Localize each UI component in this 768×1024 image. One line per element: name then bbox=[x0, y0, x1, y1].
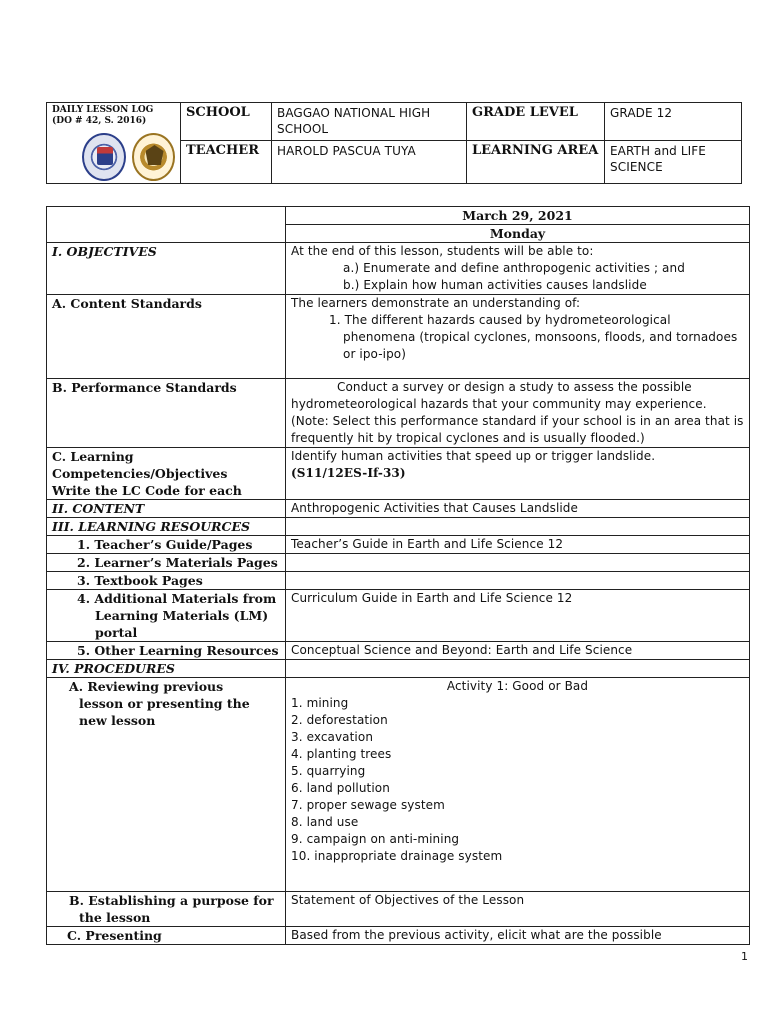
competencies-code: (S11/12ES-If-33) bbox=[291, 466, 406, 480]
purpose-text: Statement of Objectives of the Lesson bbox=[286, 892, 750, 927]
performance-standards-label: B. Performance Standards bbox=[47, 379, 286, 448]
activity-item: 5. quarrying bbox=[291, 764, 366, 778]
activity-item: 10. inappropriate drainage system bbox=[291, 849, 503, 863]
school-value: BAGGAO NATIONAL HIGH SCHOOL bbox=[272, 103, 467, 141]
other-resources-text: Conceptual Science and Beyond: Earth and Life Science bbox=[286, 642, 750, 660]
purpose-row bbox=[47, 892, 750, 927]
other-resources-label: 5. Other Learning Resources bbox=[47, 642, 286, 660]
textbook-row bbox=[47, 572, 750, 590]
activity-item: 8. land use bbox=[291, 815, 359, 829]
objectives-label: I. OBJECTIVES bbox=[47, 243, 286, 295]
purpose-label: B. Establishing a purpose for the lesson bbox=[69, 893, 274, 925]
teacher-label: TEACHER bbox=[181, 140, 272, 183]
learning-area-value: EARTH and LIFE SCIENCE bbox=[605, 140, 742, 183]
presenting-text: Based from the previous activity, elicit what are the possible bbox=[286, 927, 750, 945]
procedures-row bbox=[47, 660, 750, 678]
competencies-row bbox=[47, 448, 750, 500]
presenting-label: C. Presenting bbox=[47, 927, 286, 945]
objective-b: b.) Explain how human activities causes landslide bbox=[343, 278, 647, 292]
teacher-value: HAROLD PASCUA TUYA bbox=[272, 140, 467, 183]
other-resources-row bbox=[47, 642, 750, 660]
content-standards-row bbox=[47, 295, 750, 379]
content-text: Anthropogenic Activities that Causes Landslide bbox=[286, 500, 750, 518]
competencies-label-1: C. Learning bbox=[52, 449, 134, 464]
activity-item: 6. land pollution bbox=[291, 781, 390, 795]
learning-area-label: LEARNING AREA bbox=[467, 140, 605, 183]
competencies-text: Identify human activities that speed up or trigger landslide. bbox=[291, 449, 656, 463]
logos bbox=[82, 133, 175, 181]
additional-materials-label: 4. Additional Materials from Learning Materials (LM) portal bbox=[77, 591, 277, 640]
lesson-day: Monday bbox=[286, 225, 750, 243]
activity-item: 9. campaign on anti-mining bbox=[291, 832, 460, 846]
dll-reference: (DO # 42, S. 2016) bbox=[52, 116, 147, 126]
objectives-row bbox=[47, 243, 750, 295]
procedures-label: IV. PROCEDURES bbox=[47, 660, 286, 678]
teachers-guide-row bbox=[47, 536, 750, 554]
activity-item: 2. deforestation bbox=[291, 713, 388, 727]
dll-title: DAILY LESSON LOG bbox=[52, 105, 154, 115]
deped-seal-icon bbox=[82, 133, 126, 181]
competencies-label-3: Write the LC Code for each bbox=[52, 483, 242, 498]
additional-materials-text: Curriculum Guide in Earth and Life Science 12 bbox=[286, 590, 750, 642]
reviewing-row bbox=[47, 678, 750, 892]
page-number: 1 bbox=[741, 950, 748, 963]
learners-materials-row bbox=[47, 554, 750, 572]
learners-materials-label: 2. Learner’s Materials Pages bbox=[47, 554, 286, 572]
content-standards-item: 1. The different hazards caused by hydrometeorological phenomena (tropical cyclones, monsoons, floods, and tornadoes or ipo-ipo) bbox=[329, 313, 738, 361]
activity-item: 3. excavation bbox=[291, 730, 374, 744]
presenting-row bbox=[47, 927, 750, 945]
additional-materials-row bbox=[47, 590, 750, 642]
objective-a: a.) Enumerate and define anthropogenic activities ; and bbox=[343, 261, 685, 275]
content-standards-intro: The learners demonstrate an understanding of: bbox=[291, 296, 581, 310]
lesson-table bbox=[46, 206, 750, 945]
activity-title: Activity 1: Good or Bad bbox=[446, 679, 589, 693]
performance-standards-row bbox=[47, 379, 750, 448]
school-label: SCHOOL bbox=[181, 103, 272, 141]
resources-label: III. LEARNING RESOURCES bbox=[47, 518, 286, 536]
activity-item: 1. mining bbox=[291, 696, 349, 710]
content-label: II. CONTENT bbox=[47, 500, 286, 518]
teachers-guide-text: Teacher’s Guide in Earth and Life Science 12 bbox=[286, 536, 750, 554]
resources-row bbox=[47, 518, 750, 536]
header-table bbox=[46, 102, 742, 184]
grade-level-value: GRADE 12 bbox=[605, 103, 742, 141]
dll-cell bbox=[47, 103, 181, 184]
teachers-guide-label: 1. Teacher’s Guide/Pages bbox=[47, 536, 286, 554]
lesson-date: March 29, 2021 bbox=[286, 207, 750, 225]
activity-item: 4. planting trees bbox=[291, 747, 392, 761]
reviewing-label: A. Reviewing previous lesson or presenting the new lesson bbox=[69, 679, 250, 728]
performance-standards-text: Conduct a survey or design a study to assess the possible hydrometeorological hazards that your community may experience. (Note: Select this performance standard if your school is in an area that is frequently hit by tropical cyclones and is usually flooded.) bbox=[286, 379, 750, 448]
school-seal-icon bbox=[132, 133, 176, 181]
grade-level-label: GRADE LEVEL bbox=[467, 103, 605, 141]
activity-list bbox=[291, 695, 744, 865]
activity-item: 7. proper sewage system bbox=[291, 798, 445, 812]
competencies-label-2: Competencies/Objectives bbox=[52, 466, 228, 481]
objectives-intro: At the end of this lesson, students will be able to: bbox=[291, 244, 594, 258]
content-standards-label: A. Content Standards bbox=[47, 295, 286, 379]
content-row bbox=[47, 500, 750, 518]
date-row bbox=[47, 207, 750, 225]
textbook-label: 3. Textbook Pages bbox=[47, 572, 286, 590]
